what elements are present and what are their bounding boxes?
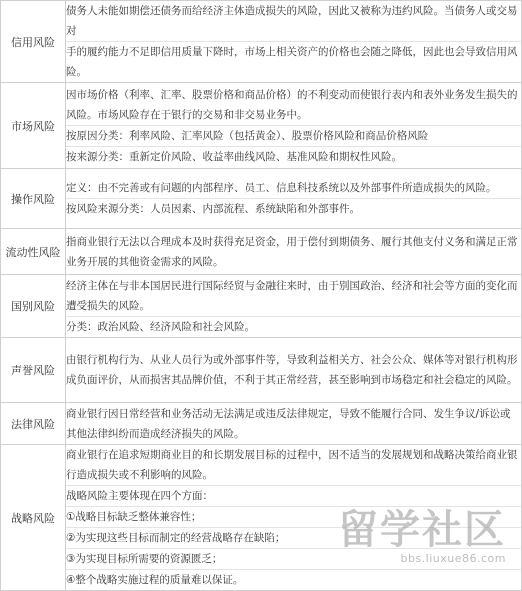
risk-name-cell: 流动性风险	[1, 229, 66, 275]
description-line: 按来源分类：重新定价风险、收益率曲线风险、基准风险和期权性风险。	[66, 146, 521, 167]
table-row	[1, 445, 522, 591]
description-line: 由银行机构行为、从业人员行为或外部事件等，导致利益相关方、社会公众、媒体等对银行机构形成负面评价，从而损害其品牌价值，不利于其正常经营，甚至影响到市场稳定和社会稳定的风险。	[66, 354, 518, 386]
description-line: ④整个战略实施过程的质量难以保证。	[66, 569, 521, 590]
description-line: 按原因分类：利率风险、汇率风险（包括黄金）、股票价格风险和商品价格风险	[66, 125, 521, 146]
risk-description-cell	[66, 275, 522, 338]
table-row	[1, 275, 522, 338]
risk-name-cell: 市场风险	[1, 83, 66, 169]
risk-name-cell: 操作风险	[1, 169, 66, 229]
table-row	[1, 169, 522, 229]
table-row	[1, 1, 522, 83]
risk-description-cell	[66, 338, 522, 403]
risk-name-cell: 战略风险	[1, 445, 66, 591]
description-line: ①战略目标缺乏整体兼容性；	[66, 506, 521, 527]
description-line: ②为实现这些目标而制定的经营战略存在缺陷；	[66, 527, 521, 548]
watermark-logo: 留学社区	[338, 507, 506, 553]
risk-description-cell	[66, 83, 522, 169]
risk-description-cell	[66, 445, 522, 591]
table-row	[1, 403, 522, 445]
description-line: 商业银行因日常经营和业务活动无法满足或违反法律规定，导致不能履行合同、发生争议/诉讼或其他法律纠纷而造成经济损失的风险。	[66, 407, 511, 440]
table-row	[1, 338, 522, 403]
description-line: 分类：政治风险、经济风险和社会风险。	[66, 316, 521, 337]
description-line: ③为实现目标所需要的资源匮乏；	[66, 548, 521, 569]
description-line: 定义：由不完善或有问题的内部程序、员工、信息科技系统以及外部事件所造成损失的风险。	[66, 182, 497, 194]
risk-description-cell	[66, 1, 522, 83]
description-line: 商业银行在追求短期商业目的和长期发展目标的过程中，因不适当的发展规划和战略决策给商业银行造成损失或不利影响的风险。	[66, 449, 518, 481]
risk-description-cell	[66, 169, 522, 229]
description-line: 战略风险主要体现在四个方面：	[66, 485, 521, 506]
description-line: 手的履约能力不足即信用质量下降时，市场上相关资产的价格也会随之降低，因此也会导致信用风险。	[66, 41, 521, 82]
table-row	[1, 83, 522, 169]
risk-description-cell	[66, 229, 522, 275]
description-line: 指商业银行无法以合理成本及时获得充足资金，用于偿付到期债务、履行其他支付义务和满足正常业务开展的其他资金需求的风险。	[66, 235, 518, 268]
table-row	[1, 229, 522, 275]
watermark-url: bbs.liuxue86.com	[400, 552, 506, 565]
risk-name-cell: 声誉风险	[1, 338, 66, 403]
description-line: 经济主体在与非本国居民进行国际经贸与金融往来时，由于别国政治、经济和社会等方面的变化而遭受损失的风险。	[66, 279, 518, 312]
risk-name-cell: 国别风险	[1, 275, 66, 338]
description-line: 债务人未能如期偿还债务而给经济主体造成损失的风险，因此又被称为违约风险。当债务人或交易对	[66, 5, 518, 37]
description-line: 按风险来源分类：人员因素、内部流程、系统缺陷和外部事件。	[66, 198, 521, 219]
description-line: 因市场价格（利率、汇率、股票价格和商品价格）的不利变动而使银行表内和表外业务发生损失的风险。市场风险存在于银行的交易和非交易业务中。	[66, 88, 518, 121]
risk-name-cell: 信用风险	[1, 1, 66, 83]
risk-description-cell	[66, 403, 522, 445]
risk-name-cell: 法律风险	[1, 403, 66, 445]
